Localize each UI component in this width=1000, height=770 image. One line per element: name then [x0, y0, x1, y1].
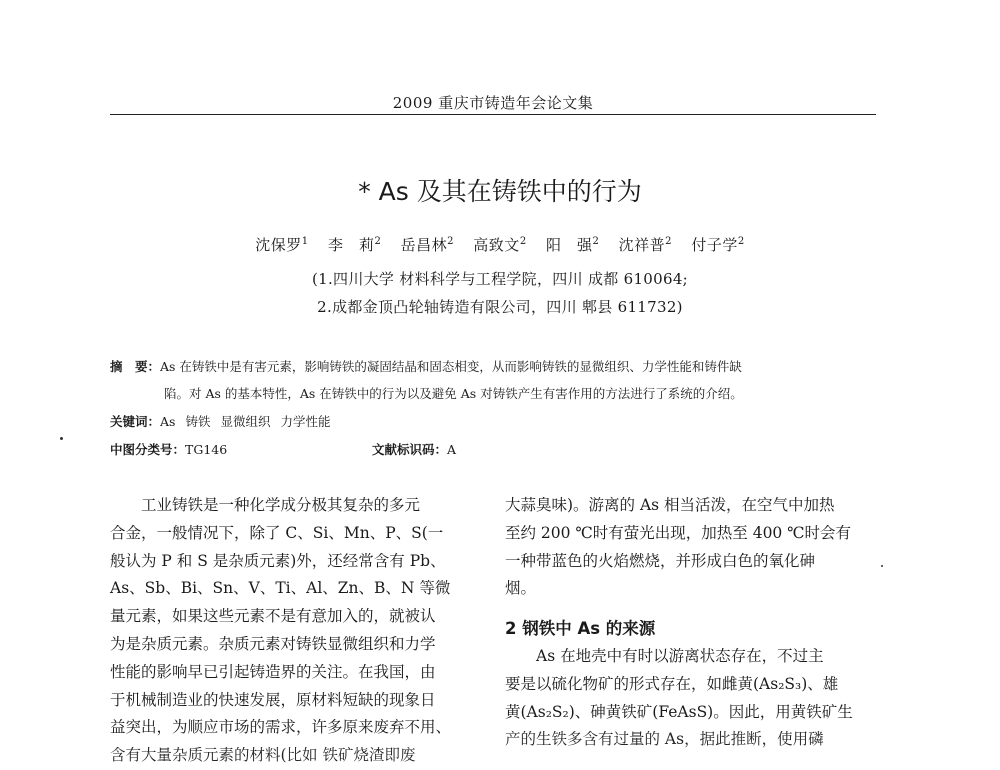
body-line: 大蒜臭味)。游离的 As 相当活泼，在空气中加热	[505, 496, 835, 514]
body-line: 要是以硫化物矿的形式存在，如雌黄(As₂S₃)、雄	[505, 674, 839, 693]
body-line: 含有大量杂质元素的材料(比如 铁矿烧渣即废	[110, 746, 416, 765]
body-line: As、Sb、Bi、Sn、V、Ti、Al、Zn、B、N 等微	[110, 579, 451, 598]
abstract-text: As 在铸铁中是有害元素，影响铸铁的凝固结晶和固态相变，从而影响铸铁的显微组织、力学性能和铸件缺	[160, 359, 742, 374]
header-rule	[110, 114, 876, 115]
scan-speck	[60, 437, 63, 440]
author-list	[0, 234, 1000, 255]
paper-title: * As 及其在铸铁中的行为	[358, 177, 642, 206]
body-line: 为是杂质元素。杂质元素对铸铁显微组织和力学	[110, 634, 436, 653]
body-line: 性能的影响早已引起铸造界的关注。在我国，由	[110, 662, 436, 681]
affiliation-line: 2.成都金顶凸轮轴铸造有限公司，四川 郫县 611732)	[317, 298, 683, 316]
keyword: 铸铁	[185, 414, 211, 429]
document-code	[372, 440, 456, 458]
document-code-value: A	[447, 442, 457, 457]
body-line: 一种带蓝色的火焰燃烧，并形成白色的氧化砷	[505, 551, 816, 570]
running-header: 2009 重庆市铸造年会论文集	[392, 94, 594, 112]
keywords-label: 关键词：	[110, 414, 161, 429]
body-line: 至约 200 ℃时有萤光出现，加热至 400 ℃时会有	[505, 523, 852, 542]
right-column	[505, 492, 885, 754]
body-line: 产的生铁多含有过量的 As，据此推断，使用磷	[505, 730, 824, 749]
abstract-label: 摘 要：	[110, 359, 161, 374]
section-heading: 2 钢铁中 As 的来源	[505, 619, 656, 639]
body-line: As 在地壳中有时以游离状态存在，不过主	[536, 646, 824, 665]
abstract	[110, 357, 890, 375]
author: 沈祥普$^2$	[618, 236, 673, 254]
keywords	[110, 412, 890, 430]
author: 付子学$^2$	[691, 236, 745, 254]
body-line: 益突出，为顺应市场的需求，许多原来废弃不用、	[110, 718, 452, 737]
author: 高致文$^2$	[473, 236, 527, 254]
classification	[110, 440, 890, 458]
author: 岳昌林$^2$	[400, 236, 455, 254]
body-line: 工业铸铁是一种化学成分极其复杂的多元	[141, 496, 421, 514]
keyword: 显微组织	[220, 414, 271, 429]
keyword: 力学性能	[280, 414, 331, 429]
classification-label: 中图分类号：	[110, 442, 186, 457]
body-line: 于机械制造业的快速发展，原材料短缺的现象日	[110, 690, 436, 709]
author: 阳 强$^2$	[545, 236, 600, 254]
author: 李 莉$^2$	[327, 236, 382, 254]
body-line: 般认为 P 和 S 是杂质元素)外，还经常含有 Pb、	[110, 551, 446, 570]
body-line: 量元素，如果这些元素不是有意加入的，就被认	[110, 607, 436, 626]
classification-value: TG146	[185, 442, 228, 457]
scan-speck	[881, 565, 883, 567]
body-line: 烟。	[505, 579, 537, 598]
body-line: 黄(As₂S₂)、砷黄铁矿(FeAsS)。因此，用黄铁矿生	[505, 702, 853, 721]
left-column	[110, 492, 490, 770]
body-line: 合金，一般情况下，除了 C、Si、Mn、P、S(一	[110, 523, 444, 542]
author: 沈保罗$^1$	[255, 236, 309, 254]
affiliation-line: (1.四川大学 材料科学与工程学院，四川 成都 610064;	[311, 270, 689, 288]
document-code-label: 文献标识码：	[372, 442, 448, 457]
keyword: As	[160, 414, 176, 429]
abstract-text: 陷。对 As 的基本特性，As 在铸铁中的行为以及避免 As 对铸铁产生有害作用的方法进行了系统的介绍。	[164, 386, 743, 401]
